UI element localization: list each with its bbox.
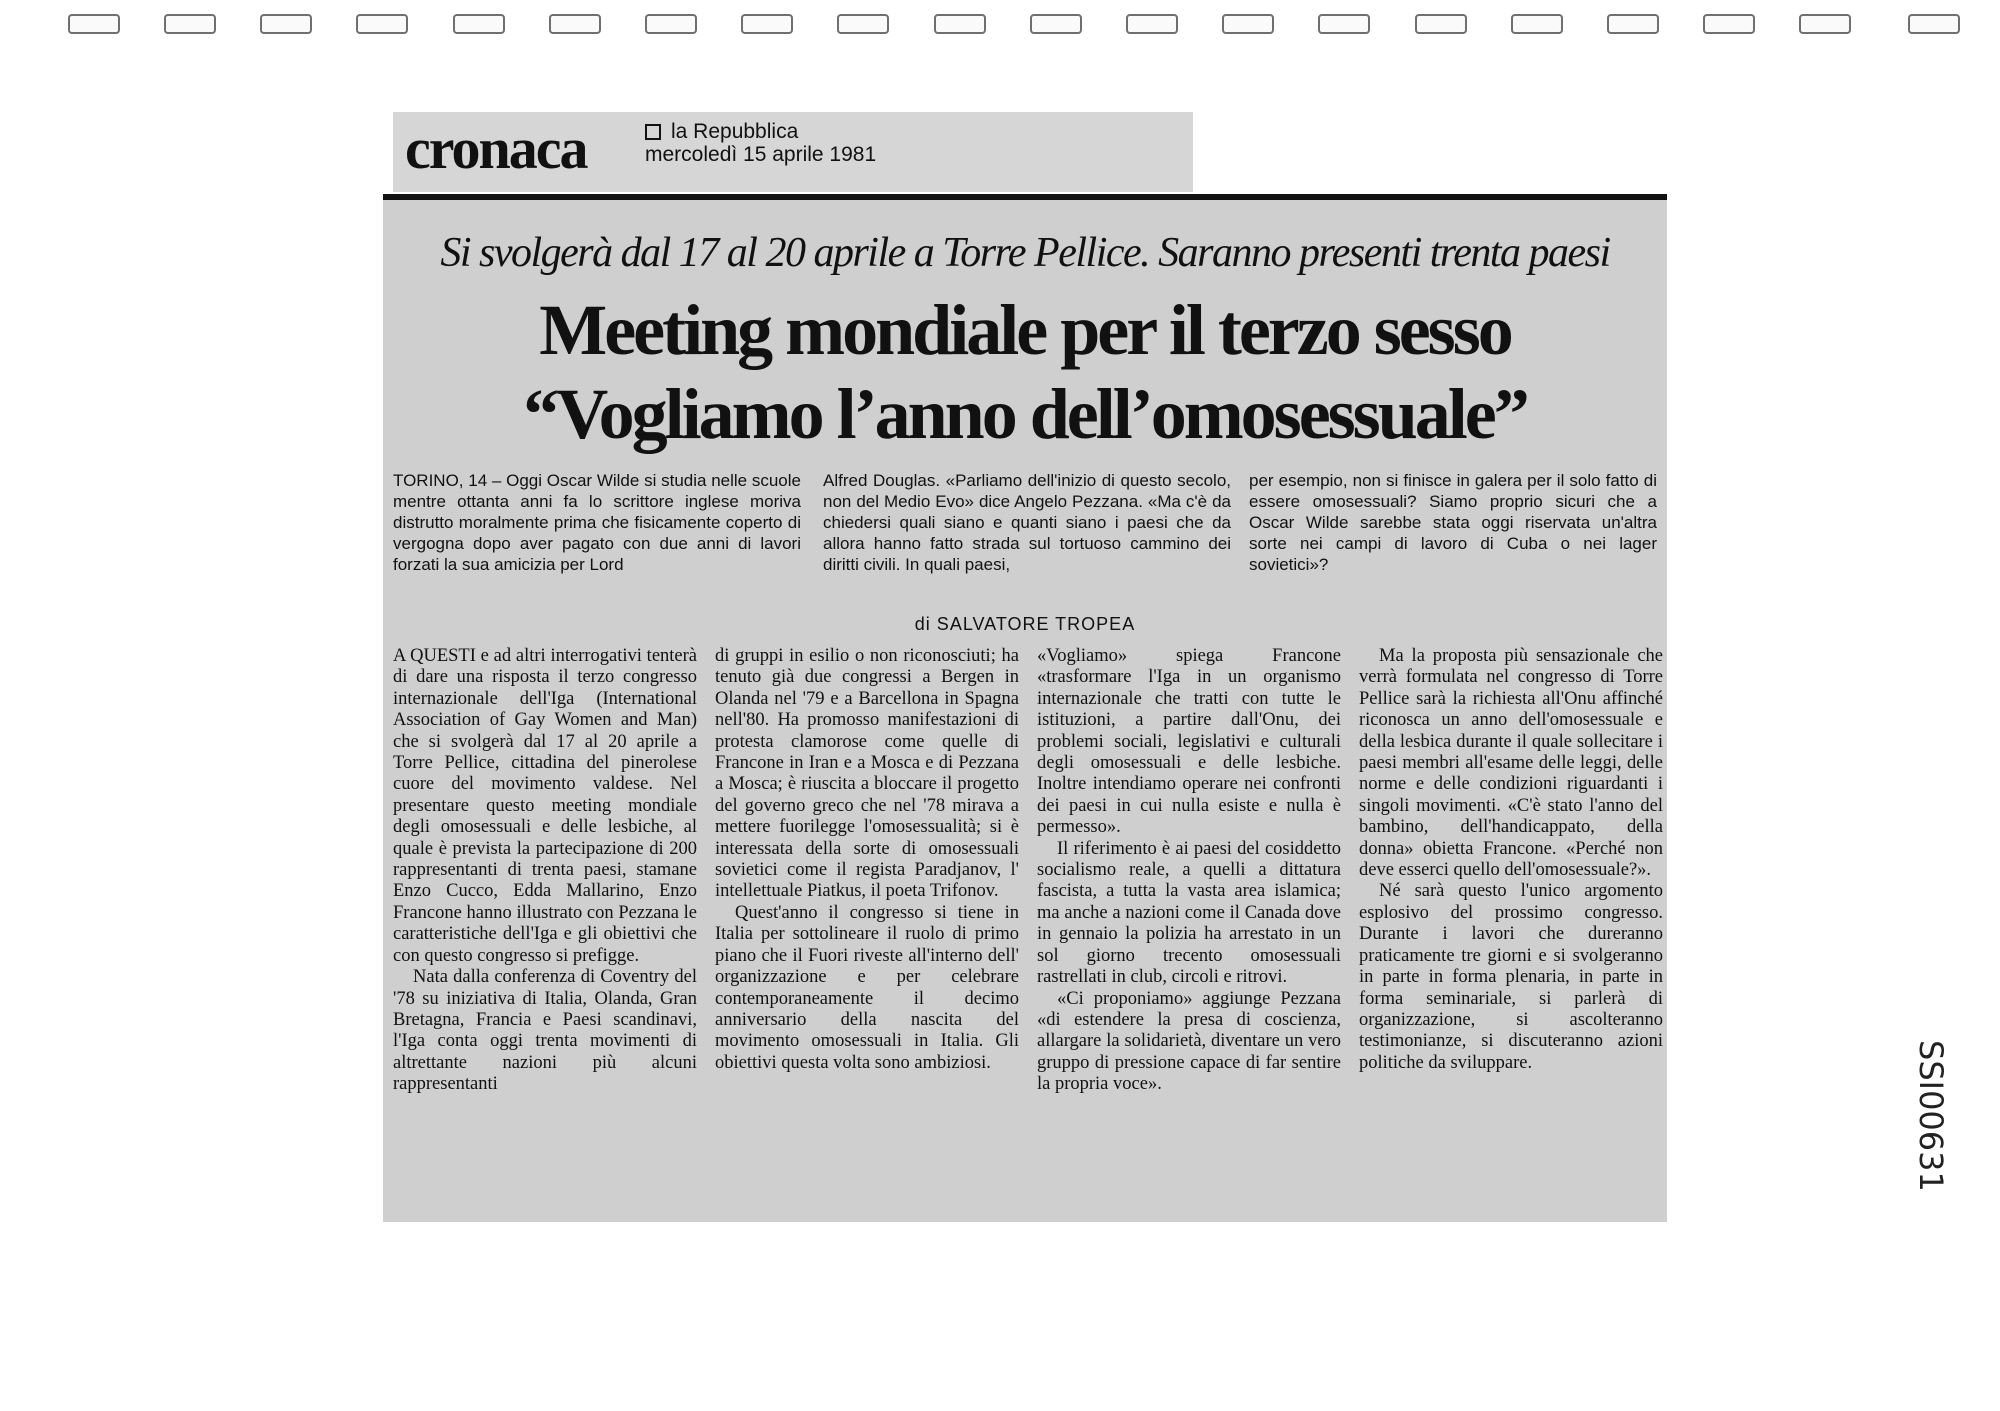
text-column bbox=[1037, 646, 1341, 1220]
paragraph: «Vogliamo» spiega Francone «trasformare l'Iga in un organismo internazionale che tratti con tutte le istituzioni, a partire dall'Onu, dei problemi sociali, legislativi e culturali degli omosessuali e delle lesbiche. Inoltre intendiamo operare nei confronti dei paesi in cui nulla esiste e nulla è permesso». bbox=[1037, 646, 1341, 838]
paragraph: di gruppi in esilio o non riconosciuti; ha tenuto già due congressi a Bergen in Olanda nel '79 e a Barcellona in Spagna nell'80. Ha promosso manifestazioni di protesta clamorose come quelle di Francone in Iran e a Mosca e di Pezzana a Mosca; è riuscita a bloccare il progetto del governo greco che nel '78 mirava a mettere fuorilegge l'omosessualità; si è interessata della sorte di omosessuali sovietici come il regista Paradjanov, l' intellettuale Piatkus, il poeta Trifonov. bbox=[715, 646, 1019, 902]
binder-hole bbox=[1799, 14, 1851, 34]
article-kicker: Si svolgerà dal 17 al 20 aprile a Torre Pellice. Saranno presenti trenta paesi bbox=[440, 230, 1610, 276]
binder-hole bbox=[837, 14, 889, 34]
text-column bbox=[393, 646, 697, 1220]
binder-hole bbox=[1511, 14, 1563, 34]
lead-paragraph: TORINO, 14 – Oggi Oscar Wilde si studia nelle scuole mentre ottanta anni fa lo scrittore inglese moriva distrutto moralmente prima che fisicamente coperto di vergogna dopo aver pagato con due anni di lavori forzati la sua amicizia per Lord bbox=[393, 471, 801, 574]
paragraph: Né sarà questo l'unico argomento esplosivo del prossimo congresso. Durante i lavori che dureranno praticamente tre giorni e si svolgeranno in parte in forma plenaria, in parte in forma seminariale, si parlerà di organizzazione, si ascolteranno testimonianze, si discuteranno azioni politiche da sviluppare. bbox=[1359, 881, 1663, 1073]
publication-name: la Repubblica bbox=[671, 120, 799, 143]
binder-hole bbox=[68, 14, 120, 34]
newspaper-clipping bbox=[383, 112, 1667, 1222]
lead-paragraph: Alfred Douglas. «Parliamo dell'inizio di questo secolo, non del Medio Evo» dice Angelo Pezzana. «Ma c'è da chiedersi quali siano e quanti siano i paesi che da allora hanno fatto strada sul tortuoso cammino dei diritti civili. In quali paesi, bbox=[823, 471, 1231, 574]
paragraph: Ma la proposta più sensazionale che verrà formulata nel congresso di Torre Pellice sarà la richiesta all'Onu affinché riconosca un anno dell'omosessuale e della lesbica durante il quale sollecitare i paesi membri all'esame delle leggi, delle norme e delle condizioni riguardanti i singoli movimenti. «C'è stato l'anno del bambino, dell'handicappato, della donna» obietta Francone. «Perché non deve esserci quello dell'omosessuale?». bbox=[1359, 646, 1663, 881]
binder-hole bbox=[549, 14, 601, 34]
paragraph: A QUESTI e ad altri interrogativi tenterà di dare una risposta il terzo congresso internazionale dell'Iga (International Association of Gay Women and Man) che si svolgerà dal 17 al 20 aprile a Torre Pellice, cittadina del pinerolese cuore del movimento valdese. Nel presentare questo meeting mondiale degli omosessuali e delle lesbiche, al quale è prevista la partecipazione di 200 rappresentanti di trenta paesi, stamane Enzo Cucco, Edda Mallarino, Enzo Francone hanno illustrato con Pezzana le caratteristiche dell'Iga e gli obiettivi che con questo congresso si prefigge. bbox=[393, 646, 697, 966]
binder-hole bbox=[1607, 14, 1659, 34]
publication-date: mercoledì 15 aprile 1981 bbox=[645, 143, 877, 166]
byline: di SALVATORE TROPEA bbox=[914, 614, 1136, 634]
binder-hole bbox=[260, 14, 312, 34]
section-title: cronaca bbox=[405, 116, 587, 181]
paragraph: Nata dalla conferenza di Coventry del '78 su iniziativa di Italia, Olanda, Gran Bretagna, Francia e Paesi scandinavi, l'Iga conta oggi trenta movimenti di altrettante nazioni più alcuni rappresentanti bbox=[393, 967, 697, 1095]
headline-line-2: “Vogliamo l’anno dell’omosessuale” bbox=[523, 374, 1527, 454]
binder-hole bbox=[934, 14, 986, 34]
text-column bbox=[715, 646, 1019, 1220]
binder-hole bbox=[1318, 14, 1370, 34]
top-rule bbox=[383, 194, 1667, 200]
binder-hole bbox=[1222, 14, 1274, 34]
publication-info bbox=[645, 120, 876, 166]
binder-hole bbox=[1126, 14, 1178, 34]
binder-hole bbox=[741, 14, 793, 34]
binder-hole bbox=[1415, 14, 1467, 34]
binder-hole bbox=[164, 14, 216, 34]
binder-holes bbox=[68, 14, 1968, 38]
binder-hole bbox=[1908, 14, 1960, 34]
headline-line-1: Meeting mondiale per il terzo sesso bbox=[539, 290, 1511, 370]
binder-hole bbox=[645, 14, 697, 34]
archive-mark: SSI00631 bbox=[1912, 1040, 1950, 1192]
square-icon bbox=[645, 124, 661, 140]
paragraph: Quest'anno il congresso si tiene in Italia per sottolineare il ruolo di primo piano che il Fuori riveste all'interno dell' organizzazione e per celebrare contemporaneamente il decimo anniversario della nascita del movimento omosessuali in Italia. Gli obiettivi questa volta sono ambiziosi. bbox=[715, 902, 1019, 1073]
paragraph: «Ci proponiamo» aggiunge Pezzana «di estendere la presa di coscienza, allargare la solidarietà, diventare un vero gruppo di pressione capace di far sentire la propria voce». bbox=[1037, 988, 1341, 1095]
paragraph: Il riferimento è ai paesi del cosiddetto socialismo reale, a quelli a dittatura fascista, a tutta la vasta area islamica; ma anche a nazioni come il Canada dove in gennaio la polizia ha arrestato in un sol giorno trecento omosessuali rastrellati in club, circoli e ritrovi. bbox=[1037, 838, 1341, 988]
lead-paragraph: per esempio, non si finisce in galera per il solo fatto di essere omosessuali? Siamo proprio sicuri che a Oscar Wilde sarebbe stata oggi riservata un'altra sorte nei campi di lavoro di Cuba o nei lager sovietici»? bbox=[1249, 471, 1657, 574]
binder-hole bbox=[453, 14, 505, 34]
binder-hole bbox=[1703, 14, 1755, 34]
article-body bbox=[383, 194, 1667, 1222]
binder-hole bbox=[356, 14, 408, 34]
text-column bbox=[1359, 646, 1663, 1220]
masthead-strip bbox=[393, 112, 1193, 192]
binder-hole bbox=[1030, 14, 1082, 34]
